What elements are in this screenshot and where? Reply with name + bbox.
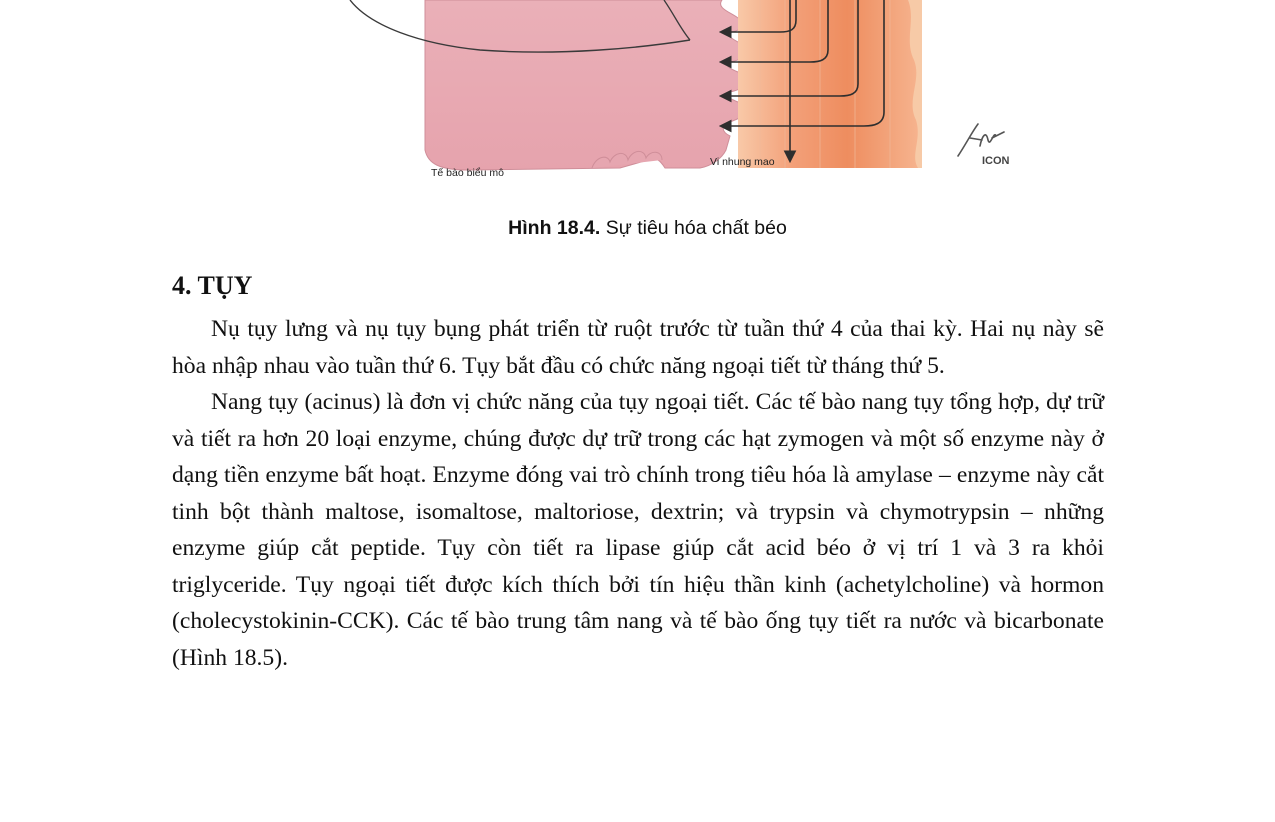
- section-body: [172, 311, 1104, 676]
- villus-region: [738, 0, 920, 168]
- paragraph-1: Nụ tụy lưng và nụ tụy bụng phát triển từ ruột trước từ tuần thứ 4 của thai kỳ. Hai nụ này sẽ hòa nhập nhau vào tuần thứ 6. Tụy bắt đầu có chức năng ngoại tiết từ tháng thứ 5.: [172, 316, 1104, 379]
- label-microvilli: Vi nhung mao: [710, 156, 775, 168]
- section-heading: 4. TỤY: [172, 271, 253, 300]
- signature-logo: ICON: [982, 155, 1010, 167]
- epithelial-cell-shape: [425, 0, 749, 170]
- netter-signature-icon: [952, 118, 1016, 174]
- caption-number: Hình 18.4.: [508, 217, 601, 239]
- caption-text: Sự tiêu hóa chất béo: [600, 217, 787, 239]
- figure-illustration: [0, 0, 1275, 200]
- figure-caption: [0, 217, 1275, 240]
- label-epithelial-cell: Tế bào biểu mô: [431, 167, 504, 179]
- fat-digestion-illustration: [0, 0, 1275, 200]
- paragraph-2: Nang tụy (acinus) là đơn vị chức năng của tụy ngoại tiết. Các tế bào nang tụy tổng hợp, dự trữ và tiết ra hơn 20 loại enzyme, chúng được dự trữ trong các hạt zymogen và một số enzyme này ở dạng tiền enzyme bất hoạt. Enzyme đóng vai trò chính trong tiêu hóa là amylase – enzyme này cắt tinh bột thành maltose, isomaltose, maltoriose, dextrin; và trypsin và chymotrypsin – những enzyme giúp cắt peptide. Tụy còn tiết ra lipase giúp cắt acid béo ở vị trí 1 và 3 ra khỏi triglyceride. Tụy ngoại tiết được kích thích bởi tín hiệu thần kinh (achetylcholine) và hormon (cholecystokinin-CCK). Các tế bào trung tâm nang và tế bào ống tụy tiết ra nước và bicarbonate (Hình 18.5).: [172, 389, 1104, 671]
